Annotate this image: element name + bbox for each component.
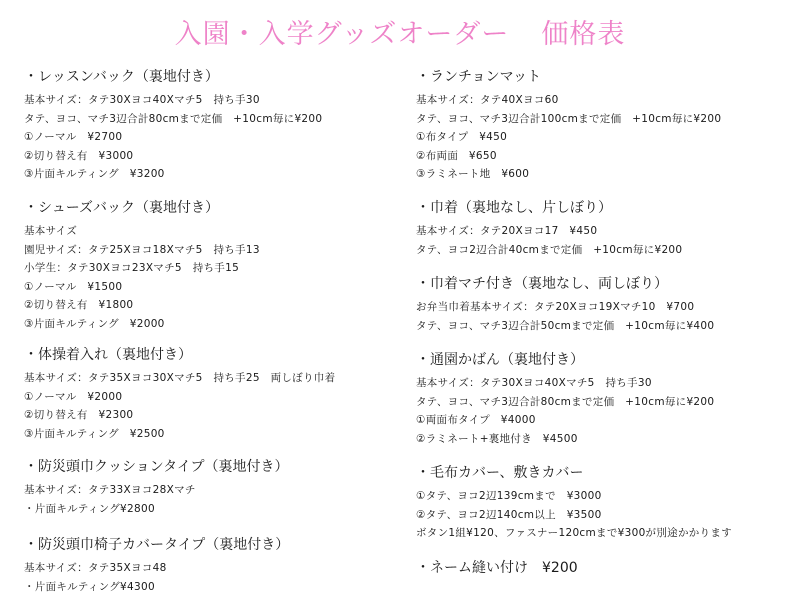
spec-line: 基本サイズ：タテ33Xヨコ28Xマチ [24,484,196,496]
section-hood-cushion [24,457,402,518]
price-line: ①ノーマル ¥1500 [24,280,123,293]
spec-line: 小学生：タテ30Xヨコ23Xマチ5 持ち手15 [24,262,240,274]
price-line: ②切り替え有 ¥3000 [24,149,134,162]
price-line: ②切り替え有 ¥2300 [24,409,134,421]
section-title: ・ネーム縫い付け ¥200 [416,560,578,576]
price-line: ③片面キルティング ¥2500 [24,427,165,440]
price-line: ②ラミネート+裏地付き ¥4500 [416,432,578,445]
price-line: ①タテ、ヨコ2辺139cmまで ¥3000 [416,490,602,502]
page-title-sub: 価格表 [541,19,626,50]
spec-line: 基本サイズ：タテ35Xヨコ48 [24,562,167,574]
page-title-main: 入園・入学グッズオーダー [174,19,510,50]
spec-line: タテ、ヨコ、マチ3辺合計100cmまで定価 +10cm毎に¥200 [416,112,722,125]
spec-line: 基本サイズ [24,225,78,237]
price-line: ①両面布タイプ ¥4000 [416,414,536,426]
price-line: ①ノーマル ¥2000 [24,390,123,403]
section-title: ・通園かばん（裏地付き） [416,352,584,368]
section-blanket-cover [416,463,796,543]
section-title: ・毛布カバー、敷きカバー [416,465,584,481]
price-line: ①ノーマル ¥2700 [24,131,123,143]
section-shoes-bag [24,198,402,333]
spec-line: お弁当巾着基本サイズ：タテ20Xヨコ19Xマチ10 ¥700 [416,301,695,313]
section-title: ・防災頭巾椅子カバータイプ（裏地付き） [24,537,290,553]
price-line: ②タテ、ヨコ2辺140cm以上 ¥3500 [416,508,602,521]
section-school-bag [416,350,796,448]
spec-line: タテ、ヨコ2辺合計40cmまで定価 +10cm毎に¥200 [416,243,683,256]
section-luncheon-mat [416,67,796,184]
section-title: ・巾着（裏地なし、片しぼり） [416,200,612,216]
price-line: ③片面キルティング ¥3200 [24,168,165,180]
section-drawstring-bag [416,198,796,259]
spec-line: 基本サイズ：タテ30Xヨコ40Xマチ5 持ち手30 [24,94,260,106]
spec-line: タテ、ヨコ、マチ3辺合計50cmまで定価 +10cm毎に¥400 [416,319,715,332]
section-title: ・ランチョンマット [416,69,542,85]
spec-line: 基本サイズ：タテ40Xヨコ60 [416,94,559,106]
price-line: ・片面キルティング¥4300 [24,580,155,593]
price-line: ・片面キルティング¥2800 [24,502,155,515]
spec-line: タテ、ヨコ、マチ3辺合計80cmまで定価 +10cm毎に¥200 [416,395,715,408]
section-lesson-bag [24,67,402,184]
note-line: ボタン1組¥120、ファスナー120cmまで¥300が別途かかります [416,527,732,539]
section-gym-clothes-bag [24,345,402,443]
page-title [0,12,800,51]
section-title: ・体操着入れ（裏地付き） [24,347,192,363]
section-title: ・防災頭巾クッションタイプ（裏地付き） [24,459,289,475]
section-hood-chair-cover [24,535,402,596]
price-line: ②切り替え有 ¥1800 [24,299,134,311]
spec-line: 園児サイズ：タテ25Xヨコ18Xマチ5 持ち手13 [24,243,260,256]
spec-line: 基本サイズ：タテ35Xヨコ30Xマチ5 持ち手25 両しぼり巾着 [24,372,336,384]
spec-line: タテ、ヨコ、マチ3辺合計80cmまで定価 +10cm毎に¥200 [24,112,323,125]
section-gusset-drawstring-bag [416,274,796,335]
price-line: ③片面キルティング ¥2000 [24,317,165,330]
spec-line: 基本サイズ：タテ30Xヨコ40Xマチ5 持ち手30 [416,377,652,389]
section-title: ・シューズバック（裏地付き） [24,200,220,216]
price-line: ③ラミネート地 ¥600 [416,168,530,180]
spec-line: 基本サイズ：タテ20Xヨコ17 ¥450 [416,225,598,237]
section-title: ・巾着マチ付き（裏地なし、両しぼり） [416,276,668,292]
price-line: ②布両面 ¥650 [416,149,497,162]
section-title: ・レッスンバック（裏地付き） [24,69,219,85]
price-line: ①布タイプ ¥450 [416,131,508,143]
section-name-sewing [416,558,796,582]
